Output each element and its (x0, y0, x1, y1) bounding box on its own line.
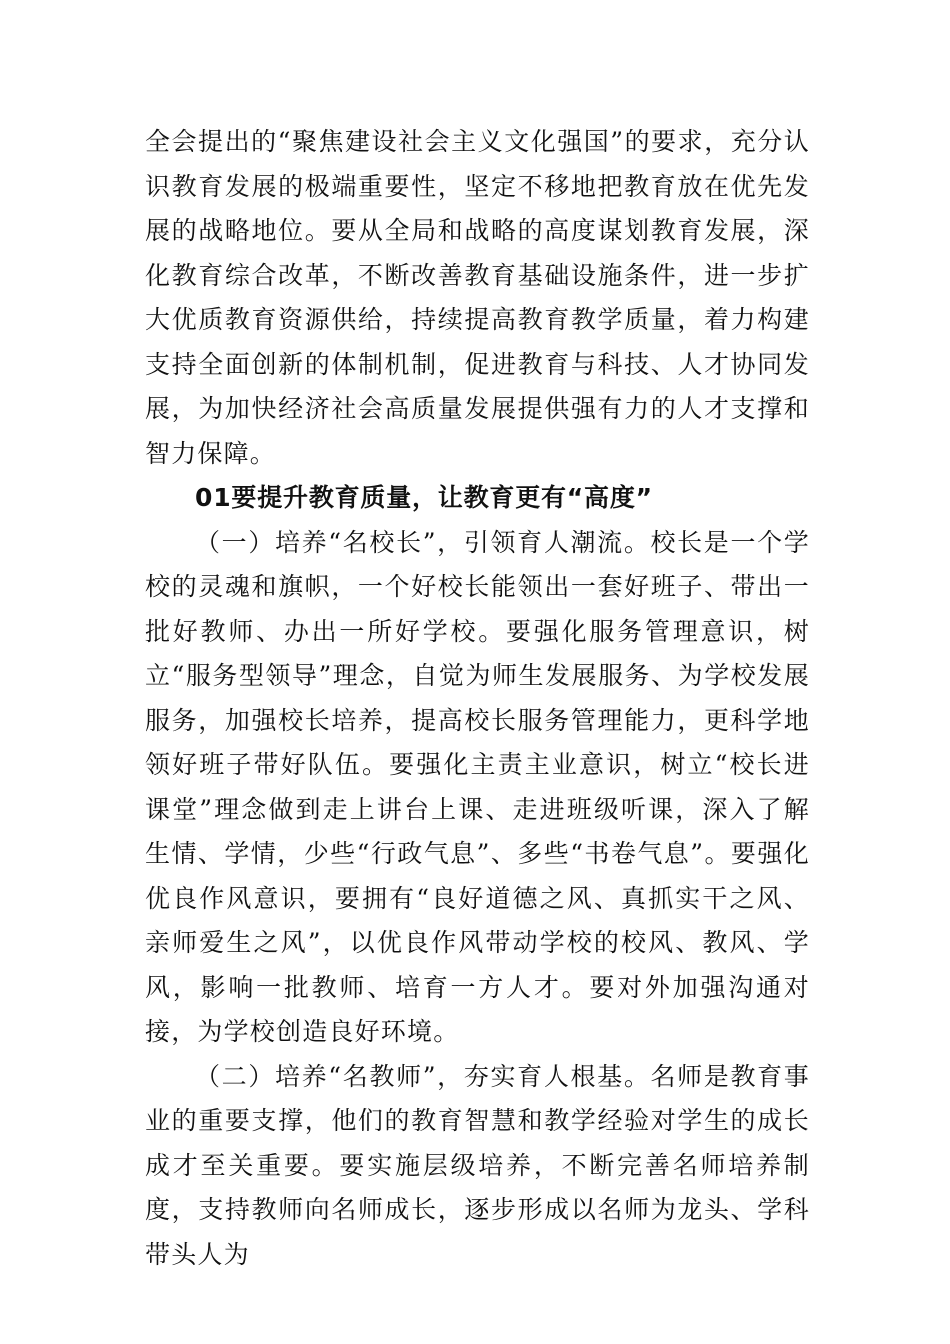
body-paragraph: （二）培养“名教师”，夯实育人根基。名师是教育事业的重要支撑，他们的教育智慧和教学经验对学生的成长成才至关重要。要实施层级培养，不断完善名师培养制度，支持教师向名师成长，逐步形成以名师为龙头、学科带头人为 (145, 1061, 810, 1269)
body-paragraph: 全会提出的“聚焦建设社会主义文化强国”的要求，充分认识教育发展的极端重要性，坚定不移地把教育放在优先发展的战略地位。要从全局和战略的高度谋划教育发展，深化教育综合改革，不断改善教育基础设施条件，进一步扩大优质教育资源供给，持续提高教育教学质量，着力构建支持全面创新的体制机制，促进教育与科技、人才协同发展，为加快经济社会高质量发展提供强有力的人才支撑和智力保障。 (145, 127, 810, 468)
section-heading: 01要提升教育质量，让教育更有“高度” (195, 483, 653, 512)
body-paragraph: （一）培养“名校长”，引领育人潮流。校长是一个学校的灵魂和旗帜，一个好校长能领出一套好班子、带出一批好教师、办出一所好学校。要强化服务管理意识，树立“服务型领导”理念，自觉为师生发展服务、为学校发展服务，加强校长培养，提高校长服务管理能力，更科学地领好班子带好队伍。要强化主责主业意识，树立“校长进课堂”理念做到走上讲台上课、走进班级听课，深入了解生情、学情，少些“行政气息”、多些“书卷气息”。要强化优良作风意识，要拥有“良好道德之风、真抓实干之风、亲师爱生之风”，以优良作风带动学校的校风、教风、学风，影响一批教师、培育一方人才。要对外加强沟通对接，为学校创造良好环境。 (145, 527, 810, 1046)
document-body (145, 120, 810, 1277)
